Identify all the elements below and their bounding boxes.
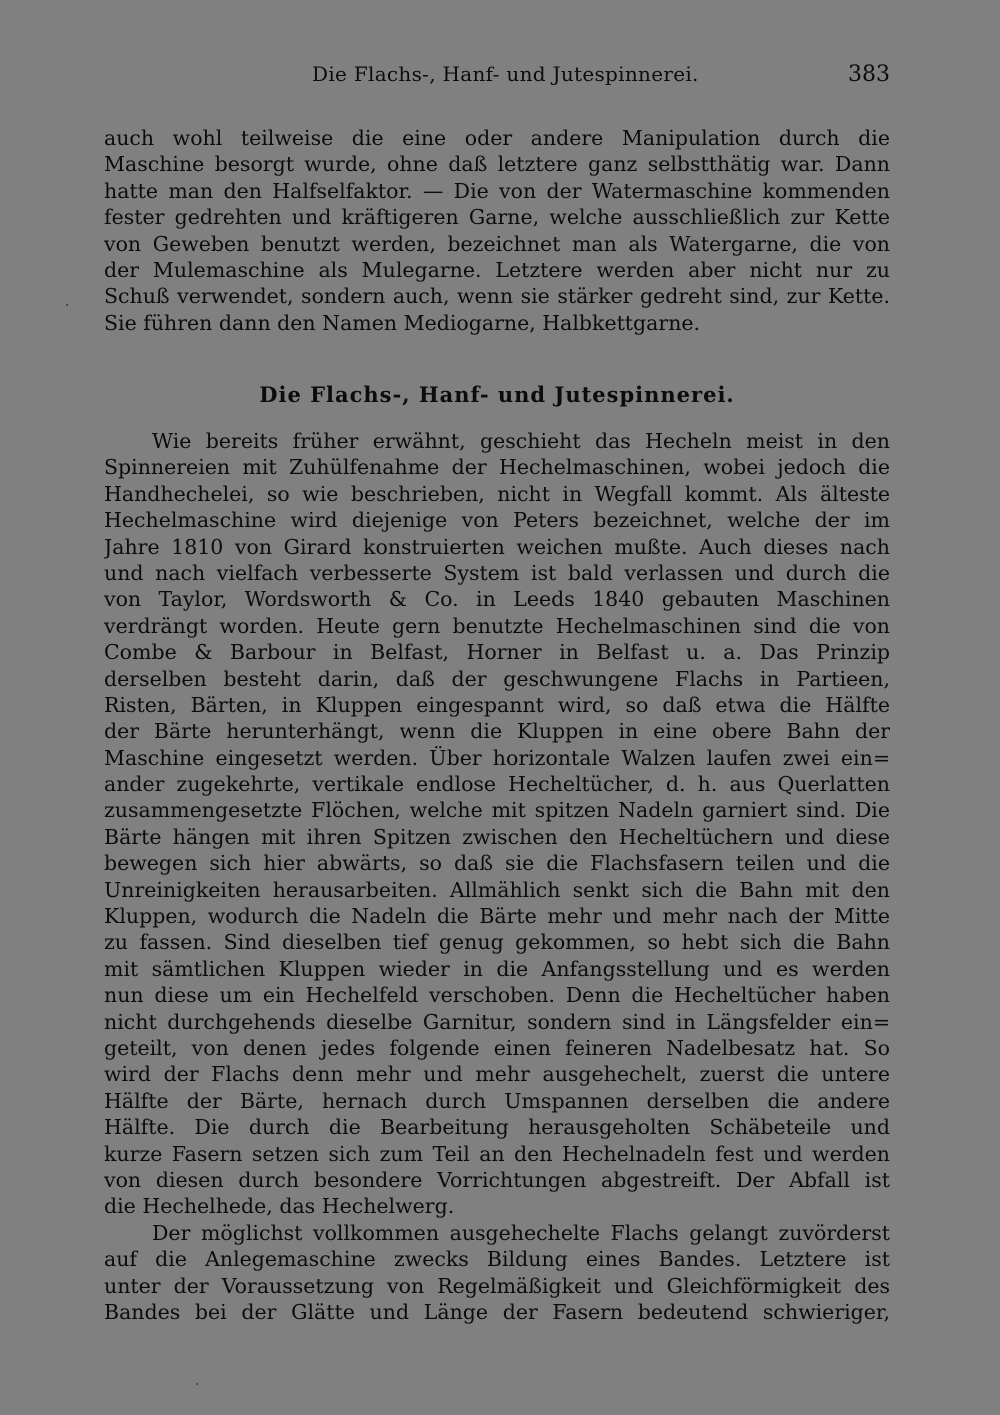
text-line: nicht durchgehends dieselbe Garnitur, sondern sind in Längsfelder ein=: [104, 1009, 890, 1034]
text-line: verdrängt worden. Heute gern benutzte Hechelmaschinen sind die von: [104, 613, 890, 638]
text-line: nun diese um ein Hechelfeld verschoben. Denn die Hecheltücher haben: [104, 983, 890, 1008]
text-line: derselben besteht darin, daß der geschwungene Flachs in Partieen,: [104, 666, 890, 691]
text-line: die Hechelhede, das Hechelwerg.: [104, 1194, 455, 1219]
text-line: kurze Fasern setzen sich zum Teil an den Hechelnadeln fest und werden: [104, 1141, 890, 1166]
text-line: fester gedrehten und kräftigeren Garne, welche ausschließlich zur Kette: [104, 205, 890, 230]
text-line: ander zugekehrte, vertikale endlose Hecheltücher, d. h. aus Querlatten: [104, 772, 890, 797]
text-line: Combe & Barbour in Belfast, Horner in Belfast u. a. Das Prinzip: [104, 640, 890, 665]
text-line: Kluppen, wodurch die Nadeln die Bärte mehr und mehr nach der Mitte: [104, 904, 890, 929]
text-line: Maschine besorgt wurde, ohne daß letztere ganz selbstthätig war. Dann: [104, 152, 890, 177]
text-line: Sie führen dann den Namen Mediogarne, Halbkettgarne.: [104, 310, 701, 335]
text-line: Spinnereien mit Zuhülfenahme der Hechelmaschinen, wobei jedoch die: [104, 455, 890, 480]
text-line: wird der Flachs denn mehr und mehr ausgehechelt, zuerst die untere: [104, 1062, 890, 1087]
paragraph-continued: [104, 125, 890, 336]
text-line: Hälfte. Die durch die Bearbeitung herausgeholten Schäbeteile und: [104, 1115, 890, 1140]
text-line: Unreinigkeiten herausarbeiten. Allmählich senkt sich die Bahn mit den: [104, 877, 890, 902]
text-line: zusammengesetzte Flöchen, welche mit spitzen Nadeln garniert sind. Die: [104, 798, 890, 823]
text-line: mit sämtlichen Kluppen wieder in die Anfangsstellung und es werden: [104, 956, 890, 981]
text-line: Hechelmaschine wird diejenige von Peters bezeichnet, welche der im: [104, 508, 890, 533]
text-line: Wie bereits früher erwähnt, geschieht das Hecheln meist in den: [152, 429, 890, 453]
scan-speck: [66, 304, 68, 306]
text-line: Risten, Bärten, in Kluppen eingespannt wird, so daß etwa die Hälfte: [104, 692, 890, 717]
text-line: und nach vielfach verbesserte System ist bald verlassen und durch die: [104, 560, 890, 585]
text-line: zu fassen. Sind dieselben tief genug gekommen, so hebt sich die Bahn: [104, 930, 890, 955]
text-line: Schuß verwendet, sondern auch, wenn sie stärker gedreht sind, zur Kette.: [104, 284, 890, 309]
text-line: Hälfte der Bärte, hernach durch Umspannen derselben die andere: [104, 1088, 890, 1113]
text-line: Maschine eingesetzt werden. Über horizontale Walzen laufen zwei ein=: [104, 745, 890, 770]
text-line: von Taylor, Wordsworth & Co. in Leeds 1840 gebauten Maschinen: [104, 587, 890, 612]
text-line: auf die Anlegemaschine zwecks Bildung eines Bandes. Letztere ist: [104, 1247, 890, 1272]
text-line: von Geweben benutzt werden, bezeichnet man als Watergarne, die von: [104, 231, 890, 256]
text-line: geteilt, von denen jedes folgende einen feineren Nadelbesatz hat. So: [104, 1035, 890, 1060]
text-line: von diesen durch besondere Vorrichtungen abgestreift. Der Abfall ist: [104, 1167, 890, 1192]
text-line: bewegen sich hier abwärts, so daß sie die Flachsfasern teilen und die: [104, 851, 890, 876]
text-line: der Bärte herunterhängt, wenn die Kluppen in eine obere Bahn der: [104, 719, 890, 744]
text-line: Handhechelei, so wie beschrieben, nicht in Wegfall kommt. Als älteste: [104, 481, 890, 506]
text-line: Der möglichst vollkommen ausgehechelte Flachs gelangt zuvörderst: [152, 1220, 890, 1245]
text-line: der Mulemaschine als Mulegarne. Letztere werden aber nicht nur zu: [104, 257, 890, 282]
text-line: hatte man den Halfselfaktor. — Die von der Watermaschine kommenden: [104, 178, 890, 203]
text-line: Bärte hängen mit ihren Spitzen zwischen den Hecheltüchern und diese: [104, 824, 890, 849]
section-body: [104, 428, 890, 1325]
scan-speck: [196, 1383, 198, 1385]
text-line: auch wohl teilweise die eine oder andere Manipulation durch die: [104, 126, 890, 150]
section-heading: Die Flachs-, Hanf- und Jutespinnerei.: [259, 382, 735, 407]
running-title: Die Flachs-, Hanf- und Jutespinnerei.: [312, 62, 699, 86]
text-line: Jahre 1810 von Girard konstruierten weichen mußte. Auch dieses nach: [104, 534, 890, 559]
running-head: [104, 62, 890, 96]
text-line: unter der Voraussetzung von Regelmäßigkeit und Gleichförmigkeit des: [104, 1273, 890, 1298]
page-number: 383: [848, 62, 890, 87]
text-line: Bandes bei der Glätte und Länge der Fasern bedeutend schwieriger,: [104, 1299, 890, 1324]
